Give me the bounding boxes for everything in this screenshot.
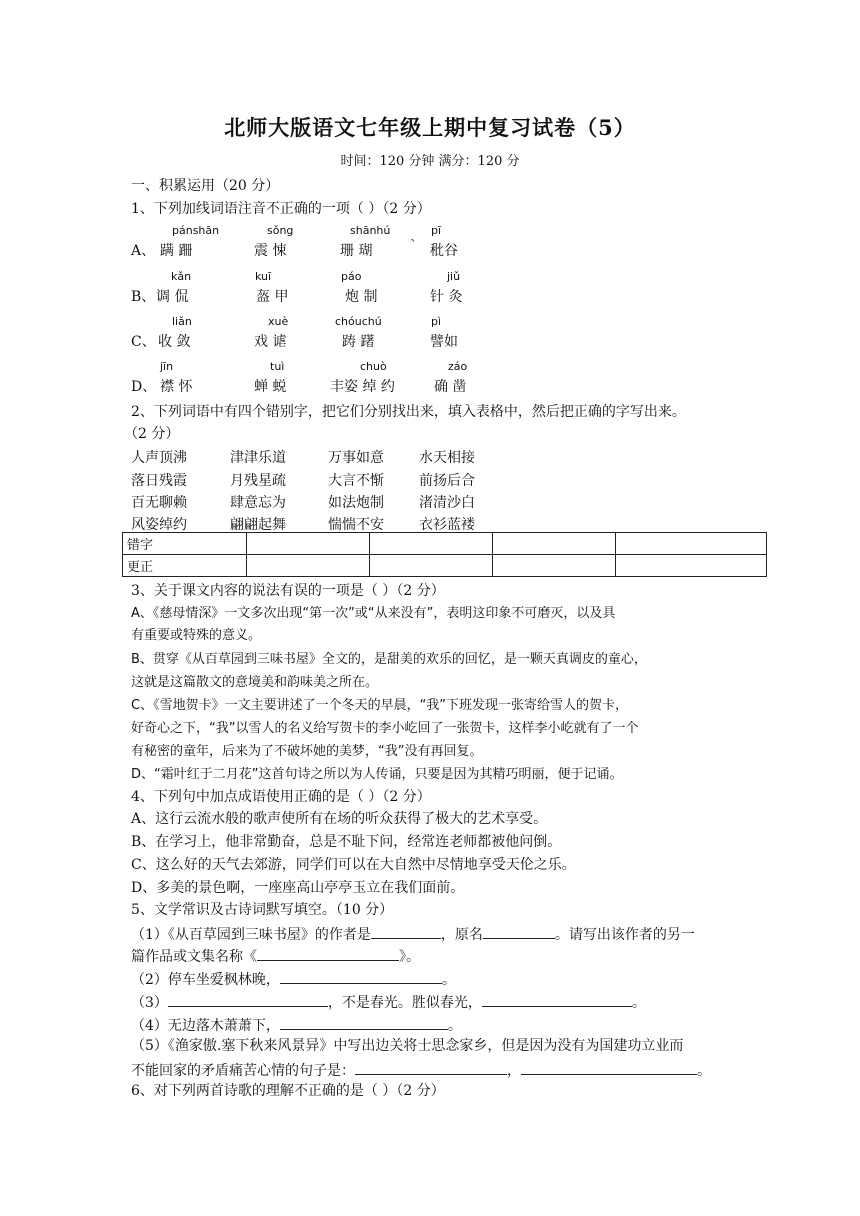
idiom: 津津乐道 — [230, 450, 286, 466]
q6-stem: 6、对下列两首诗歌的理解不正确的是（ ）（2 分） — [131, 1083, 445, 1099]
q5-part4 — [131, 1015, 462, 1035]
word: 戏 谑 — [254, 334, 287, 350]
pinyin: chuò — [360, 360, 387, 373]
q5-text: 。 — [441, 972, 456, 988]
pinyin: pánshān — [172, 224, 220, 237]
idiom: 如法炮制 — [328, 495, 384, 511]
q5-part1-line2 — [131, 946, 420, 966]
idiom: 人声顶沸 — [131, 450, 187, 466]
word: 炮 制 — [345, 289, 378, 305]
word: 针 灸 — [430, 289, 463, 305]
q5-stem: 5、文学常识及古诗词默写填空。（10 分） — [131, 902, 394, 918]
option-label: C、 — [131, 334, 156, 350]
pinyin: pì — [431, 315, 442, 328]
word: 蝉 蜕 — [254, 379, 287, 395]
q3-option-text: D、“霜叶红于二月花”这首句诗之所以为人传诵，只要是因为其精巧明丽，便于记诵。 — [131, 767, 623, 782]
answer-cell[interactable] — [616, 533, 767, 555]
q5-text: ，原名 — [440, 927, 483, 943]
q5-part2 — [131, 969, 456, 989]
pinyin: jīn — [160, 360, 174, 373]
q3-option-text: 好奇心之下，“我”以雪人的名义给写贺卡的李小屹回了一张贺卡，这样李小屹就有了一个 — [131, 721, 639, 736]
q4-option: B、在学习上，他非常勤奋，总是不耻下问，经常连老师都被他问倒。 — [131, 834, 562, 850]
q5-text: 》。 — [399, 949, 420, 965]
q5-text: 不能回家的矛盾痛苦心情的句子是： — [131, 1063, 355, 1079]
q2-stem: 2、下列词语中有四个错别字，把它们分别找出来，填入表格中，然后把正确的字写出来。 — [131, 404, 686, 420]
idiom: 肆意忘为 — [230, 495, 286, 511]
idiom: 月残星疏 — [230, 473, 286, 489]
q4-stem: 4、下列句中加点成语使用正确的是（ ）（2 分） — [131, 789, 431, 805]
word: 秕谷 — [430, 243, 458, 259]
answer-cell[interactable] — [370, 555, 493, 577]
q5-text: 篇作品或文集名称《 — [131, 949, 257, 965]
pinyin: páo — [341, 270, 362, 283]
q5-text: 。 — [447, 1018, 462, 1034]
pinyin: kǎn — [171, 270, 192, 283]
q3-option-text: 有秘密的童年，后来为了不破坏她的美梦，“我”没有再回复。 — [131, 744, 483, 759]
option-label: D、 — [131, 379, 157, 395]
blank-poem[interactable] — [168, 992, 328, 1007]
exam-title: 北师大版语文七年级上期中复习试卷（5） — [224, 115, 636, 140]
word: 震 悚 — [254, 243, 287, 259]
q3-stem: 3、关于课文内容的说法有误的一项是（ ）（2 分） — [131, 583, 445, 599]
pinyin: záo — [448, 360, 468, 373]
q3-option-text: 这就是这篇散文的意境美和韵味美之所在。 — [131, 675, 379, 690]
correction-table — [122, 532, 767, 577]
pinyin: tuì — [270, 360, 285, 373]
blank-work-name[interactable] — [257, 946, 399, 961]
option-label: A、 — [131, 243, 156, 259]
table-row-label: 更正 — [123, 555, 247, 577]
q5-text: ， — [507, 1063, 521, 1079]
answer-cell[interactable] — [616, 555, 767, 577]
q5-text: 。 — [631, 995, 646, 1011]
idiom: 水天相接 — [419, 450, 475, 466]
q5-text: （3） — [131, 995, 168, 1011]
q5-part3 — [131, 992, 646, 1012]
q5-text: （2）停车坐爱枫林晚， — [131, 972, 280, 988]
q3-option-text: 有重要或特殊的意义。 — [131, 628, 262, 643]
blank-original-name[interactable] — [483, 924, 555, 939]
answer-cell[interactable] — [493, 533, 616, 555]
pinyin: liǎn — [172, 315, 192, 328]
word: 踌 躇 — [342, 334, 375, 350]
answer-cell[interactable] — [247, 555, 370, 577]
section-heading: 一、积累运用（20 分） — [131, 178, 280, 194]
pinyin: shānhú — [350, 224, 391, 237]
blank-author[interactable] — [371, 924, 441, 939]
idiom: 落日残霞 — [131, 473, 187, 489]
word: 譬如 — [430, 334, 458, 350]
blank-poem[interactable] — [355, 1060, 507, 1075]
pinyin: xuè — [268, 315, 289, 328]
q5-text: 。 — [697, 1063, 711, 1079]
answer-cell[interactable] — [370, 533, 493, 555]
answer-cell[interactable] — [247, 533, 370, 555]
idiom: 翩翩起舞 — [230, 517, 286, 533]
pinyin: chóuchú — [335, 315, 382, 328]
q1-stem: 1、下列加线词语注音不正确的一项（ ）（2 分） — [131, 201, 431, 217]
table-row-label: 错字 — [123, 533, 247, 555]
table-row — [123, 555, 767, 577]
blank-poem[interactable] — [521, 1060, 697, 1075]
pinyin: sǒng — [267, 224, 294, 237]
q5-part5-line1: （5）《渔家傲.塞下秋来风景异》中写出边关将士思念家乡，但是因为没有为国建功立业而 — [131, 1038, 684, 1054]
word: 收 敛 — [158, 334, 191, 350]
idiom: 衣衫蓝褛 — [419, 517, 475, 533]
table-row — [123, 533, 767, 555]
blank-poem[interactable] — [280, 1015, 448, 1030]
idiom: 万事如意 — [328, 450, 384, 466]
pinyin: kuī — [255, 270, 272, 283]
option-label: B、 — [131, 289, 156, 305]
q3-option-text: C、《雪地贺卡》一文主要讲述了一个冬天的早晨，“我”下班发现一张寄给雪人的贺卡， — [131, 698, 629, 713]
q5-text: 。请写出该作者的另一 — [554, 927, 695, 943]
pinyin: pī — [431, 224, 442, 237]
q4-option: C、这么好的天气去郊游，同学们可以在大自然中尽情地享受天伦之乐。 — [131, 857, 576, 873]
idiom: 百无聊赖 — [131, 495, 187, 511]
word: 盔 甲 — [256, 289, 289, 305]
idiom: 大言不惭 — [328, 473, 384, 489]
blank-poem[interactable] — [482, 992, 632, 1007]
q3-option-text: A、《慈母情深》一文多次出现“第一次”或“从来没有”，表明这印象不可磨灭，以及具 — [131, 606, 616, 621]
q5-part5-line2 — [131, 1060, 711, 1080]
word: 调 侃 — [156, 289, 189, 305]
exam-time-score: 时间：120 分钟 满分：120 分 — [340, 154, 520, 169]
word: 珊 瑚 — [340, 243, 373, 259]
q5-text: ，不是春光。胜似春光， — [327, 995, 482, 1011]
q5-part1-line1 — [131, 924, 695, 944]
blank-poem[interactable] — [280, 969, 442, 984]
word: 确 凿 — [434, 379, 467, 395]
q4-option: A、这行云流水般的歌声使所有在场的听众获得了极大的艺术享受。 — [131, 811, 548, 827]
word: 蹒 跚 — [160, 243, 193, 259]
q3-option-text: B、贯穿《从百草园到三味书屋》全文的，是甜美的欢乐的回忆，是一颗天真调皮的童心， — [131, 652, 647, 667]
answer-cell[interactable] — [493, 555, 616, 577]
q5-text: （1）《从百草园到三味书屋》的作者是 — [131, 927, 371, 943]
idiom: 前扬后合 — [419, 473, 475, 489]
q5-text: （4）无边落木萧萧下， — [131, 1018, 280, 1034]
idiom: 惴惴不安 — [328, 517, 384, 533]
q4-option: D、多美的景色啊，一座座高山亭亭玉立在我们面前。 — [131, 880, 465, 896]
word: 襟 怀 — [160, 379, 193, 395]
idiom: 风姿绰约 — [131, 517, 187, 533]
q2-points: （2 分） — [124, 426, 180, 442]
pinyin: jiǔ — [447, 270, 461, 283]
stray-mark: ` — [410, 238, 417, 254]
idiom: 渚清沙白 — [419, 495, 475, 511]
word: 丰姿 绰 约 — [330, 379, 395, 395]
